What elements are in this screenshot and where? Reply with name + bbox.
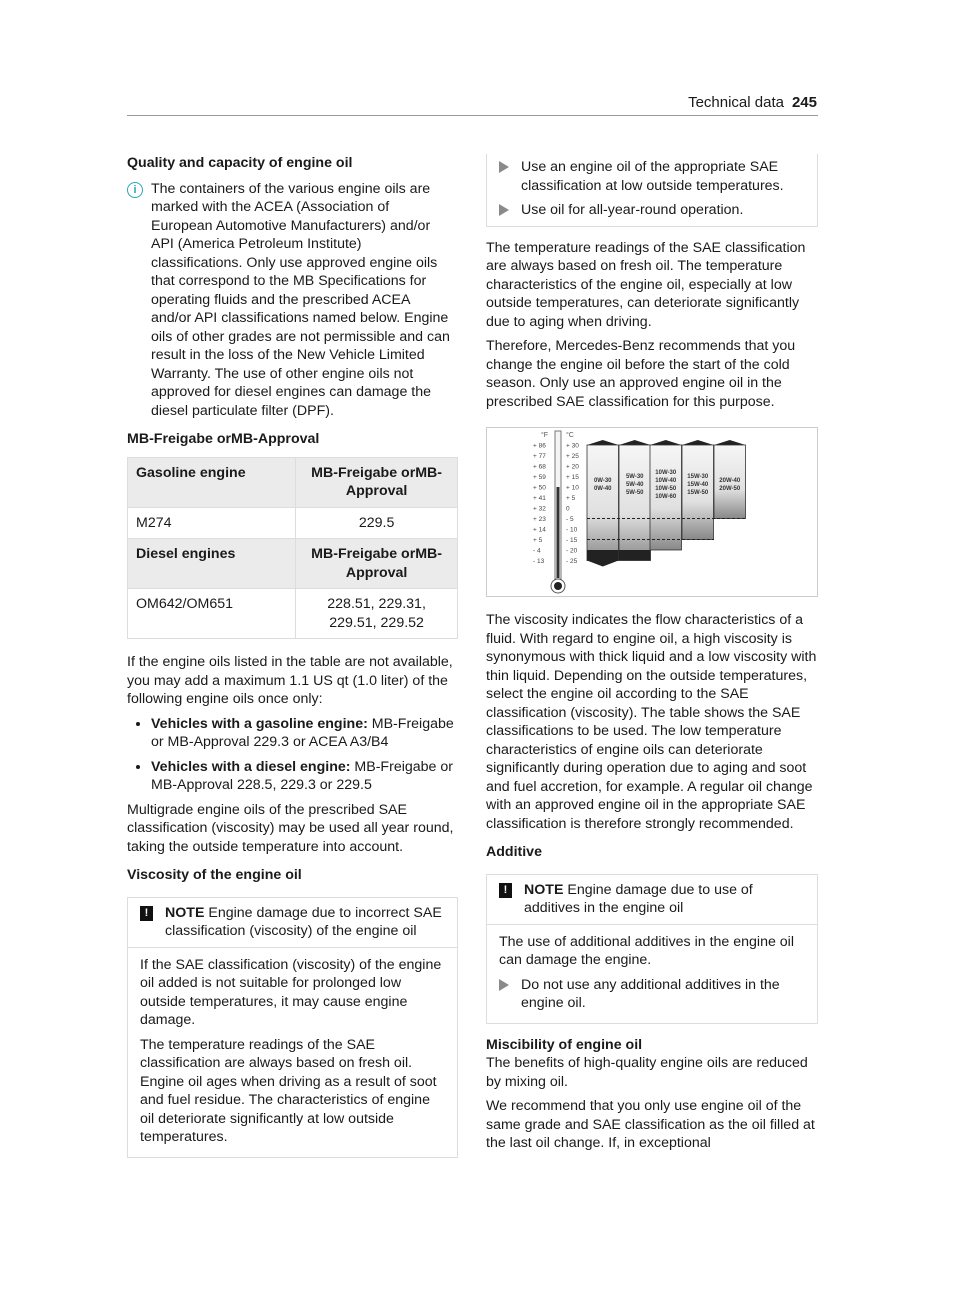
step — [499, 976, 805, 1013]
grade-label: 20W-50 — [719, 485, 741, 492]
fahrenheit-tick: + 50 — [533, 484, 546, 492]
grade-column-arrow — [587, 561, 619, 567]
fahrenheit-tick: + 14 — [533, 526, 546, 534]
fahrenheit-tick: + 59 — [533, 474, 546, 481]
grade-column-cap — [587, 440, 619, 445]
table-cell: 229.5 — [296, 507, 458, 539]
bullet-bold: Vehicles with a gasoline engine: — [151, 715, 368, 732]
step — [499, 158, 805, 195]
fahrenheit-tick: - 13 — [533, 558, 545, 565]
fahrenheit-tick: + 5 — [533, 537, 543, 544]
table-cell: Diesel engines — [128, 539, 296, 589]
section-heading: Quality and capacity of engine oil — [127, 155, 353, 171]
fahrenheit-tick: + 23 — [533, 516, 546, 523]
page-number: 245 — [791, 94, 817, 111]
grade-label: 10W-40 — [655, 477, 677, 484]
grade-label: 5W-50 — [625, 489, 644, 496]
celsius-tick: - 15 — [566, 537, 578, 544]
list-item — [151, 715, 458, 752]
celsius-tick: - 20 — [566, 547, 578, 555]
fahrenheit-tick: - 4 — [533, 547, 541, 555]
note-text: Engine damage due to incorrect SAE classification (viscosity) of the engine oil — [165, 904, 442, 939]
info-text: The containers of the various engine oils are marked with the ACEA (Association of European Automotive Manufacturers) and/or API (America Petroleum Institute) classifications. Only use approved engine oils that correspond to the MB Specifications for operating fluids and the prescribed ACEA and/or API classifications named below. Engine oils of other grades are not permissible and can result in the loss of the New Vehicle Limited Warranty. The use of other engine oils not approved for diesel engines can damage the diesel particulate filter (DPF). — [151, 180, 450, 419]
grade-label: 15W-30 — [687, 473, 709, 480]
grade-column-cap — [650, 440, 682, 445]
header-rule — [127, 115, 818, 116]
grade-label: 5W-40 — [625, 481, 644, 488]
paragraph: We recommend that you only use engine oil of the same grade and SAE classification as the oil filled at the last oil change. If, in exceptional — [486, 1098, 815, 1151]
paragraph: The temperature readings of the SAE classification are always based on fresh oil. The temperature characteristics of the engine oil, especially at low outside temperatures, can deteriorate significantly due to aging when driving. — [486, 239, 806, 330]
celsius-tick: - 10 — [566, 526, 578, 534]
viscosity-figure — [486, 427, 818, 597]
table-row — [128, 507, 458, 539]
note-paragraph: If the SAE classification (viscosity) of the engine oil added is not suitable for prolonged low outside temperatures, it may cause engine damage. — [140, 956, 442, 1028]
table-cell: Gasoline engine — [128, 457, 296, 507]
info-icon: i — [127, 182, 143, 198]
celsius-tick: - 25 — [566, 558, 578, 565]
info-note — [127, 180, 458, 427]
viscosity-heading: Viscosity of the engine oil — [127, 867, 302, 883]
note-box — [127, 897, 458, 1158]
celsius-tick: + 30 — [566, 442, 579, 450]
warning-icon: ! — [140, 906, 153, 921]
note-paragraph: The use of additional additives in the engine oil can damage the engine. — [499, 933, 794, 968]
celsius-tick: + 10 — [566, 484, 579, 492]
table-cell: M274 — [128, 507, 296, 539]
paragraph: Multigrade engine oils of the prescribed SAE classification (viscosity) may be used all year round, taking the outside temperature into account. — [127, 801, 454, 855]
bullet-bold: Vehicles with a diesel engine: — [151, 758, 351, 775]
table-row — [128, 589, 458, 639]
fahrenheit-tick: + 32 — [533, 505, 546, 513]
note-box — [486, 874, 818, 1024]
table-cell: OM642/OM651 — [128, 589, 296, 639]
grade-column — [587, 445, 619, 561]
grade-label: 10W-30 — [655, 469, 677, 476]
note-title — [524, 881, 805, 918]
celsius-tick: + 25 — [566, 453, 579, 460]
grade-label: 15W-40 — [687, 481, 709, 488]
paragraph: The benefits of high-quality engine oils are reduced by mixing oil. — [486, 1055, 808, 1090]
celsius-tick: + 5 — [566, 495, 576, 502]
celsius-tick: + 20 — [566, 463, 579, 471]
celsius-tick: 0 — [566, 505, 570, 513]
miscibility-heading: Miscibility of engine oil — [486, 1036, 643, 1053]
grade-label: 10W-50 — [655, 485, 677, 492]
grade-column-cap — [619, 440, 651, 445]
additive-heading: Additive — [486, 844, 542, 860]
paragraph: If the engine oils listed in the table are not available, you may add a maximum 1.1 US qt (1.0 liter) of the following engine oils once only: — [127, 654, 453, 707]
fahrenheit-unit: °F — [541, 432, 549, 439]
celsius-tick: + 15 — [566, 474, 579, 481]
step-arrow-icon — [499, 979, 509, 991]
paragraph: Therefore, Mercedes-Benz recommends that you change the engine oil before the start of the cold season. Only use an approved engine oil in the prescribed SAE classification for this purpose. — [486, 338, 796, 410]
table-cell: 228.51, 229.31, 229.51, 229.52 — [296, 589, 458, 639]
grade-column — [619, 445, 651, 561]
grade-column-dark-band — [619, 550, 651, 561]
viscosity-chart — [487, 428, 819, 596]
bullet-text: MB-Freigabe or MB-Approval 229.3 or ACEA A3/B4 — [151, 715, 454, 750]
grade-label: 0W-40 — [593, 485, 612, 492]
fahrenheit-tick: + 68 — [533, 463, 546, 471]
paragraph: The viscosity indicates the flow characteristics of a fluid. With regard to engine oil, a high viscosity is synonymous with thick liquid and a low viscosity with thin liquid. Depending on the outside temperatures, select the engine oil according to the SAE classification (viscosity). The table shows the SAE classifications to be used. The low temperature characteristics of engine oils can deteriorate significantly during operation due to aging and soot and fuel accretion, for example. A regular oil change with an approved engine oil in the appropriate SAE classification is therefore strongly recommended. — [486, 612, 817, 832]
table-cell: MB-Freigabe orMB-Approval — [296, 457, 458, 507]
step-text: Use oil for all-year-round operation. — [521, 202, 744, 218]
thermometer-bulb — [554, 582, 562, 590]
approval-heading: MB-Freigabe orMB-Approval — [127, 431, 320, 447]
step-arrow-icon — [499, 204, 509, 216]
right-column — [486, 154, 818, 1159]
warning-icon: ! — [499, 883, 512, 898]
note-label: NOTE — [524, 881, 564, 898]
table-row — [128, 457, 458, 507]
celsius-unit: °C — [566, 432, 574, 439]
note-label: NOTE — [165, 904, 205, 921]
fahrenheit-tick: + 77 — [533, 453, 546, 460]
table-cell: MB-Freigabe orMB-Approval — [296, 539, 458, 589]
step — [499, 201, 805, 220]
note-text: Engine damage due to use of additives in the engine oil — [524, 881, 753, 916]
left-column — [127, 154, 458, 1158]
list-item — [151, 758, 458, 795]
steps-box — [486, 154, 818, 227]
grade-label: 10W-60 — [655, 493, 677, 500]
section-title: Technical data — [688, 94, 784, 111]
bullet-text: MB-Freigabe or MB-Approval 228.5, 229.3 or 229.5 — [151, 758, 453, 793]
bullet-list — [127, 715, 458, 795]
grade-label: 5W-30 — [625, 473, 644, 480]
page-header — [688, 94, 817, 113]
celsius-tick: - 5 — [566, 516, 574, 523]
grade-label: 0W-30 — [593, 477, 612, 484]
table-row — [128, 539, 458, 589]
grade-label: 15W-50 — [687, 489, 709, 496]
grade-column-dark-band — [587, 550, 619, 561]
grade-column-cap — [714, 440, 746, 445]
approval-table — [127, 457, 458, 640]
fahrenheit-tick: + 86 — [533, 442, 546, 450]
step-text: Use an engine oil of the appropriate SAE classification at low outside temperatures. — [521, 159, 784, 194]
step-arrow-icon — [499, 161, 509, 173]
grade-column-cap — [682, 440, 714, 445]
step-text: Do not use any additional additives in the engine oil. — [521, 976, 780, 1011]
grade-label: 20W-40 — [719, 477, 741, 484]
thermometer-mercury — [557, 487, 560, 578]
fahrenheit-tick: + 41 — [533, 495, 546, 502]
note-paragraph: The temperature readings of the SAE classification are always based on fresh oil. Engine oil ages when driving as a result of soot and fuel residue. The characteristics of engine oil deteriorate significantly at low outside temperatures. — [140, 1036, 437, 1145]
note-title — [165, 904, 445, 941]
